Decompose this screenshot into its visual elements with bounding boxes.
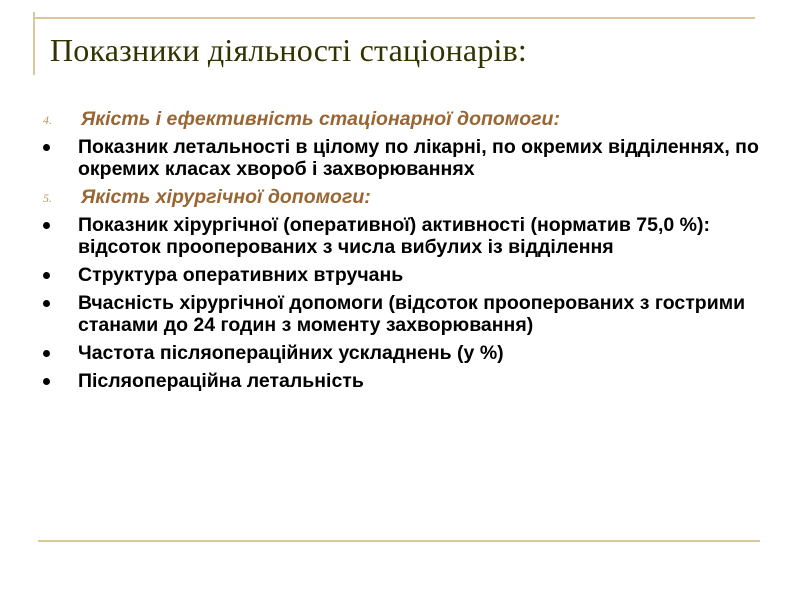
- list-item-bullet: [40, 264, 775, 286]
- list-item-text: Вчасність хірургічної допомоги (відсоток прооперованих з гострими станами до 24 годин з моменту захворювання): [78, 292, 746, 336]
- bullet-dot-icon: [43, 272, 50, 279]
- bullet-dot-icon: [43, 144, 50, 151]
- list-item-text: Структура оперативних втручань: [78, 264, 404, 286]
- list-number: 5.: [43, 191, 52, 205]
- list-item-bullet: [40, 136, 775, 180]
- slide-title: Показники діяльності стаціонарів:: [50, 32, 528, 68]
- bullet-dot-icon: [43, 300, 50, 307]
- list-item-bullet: [40, 370, 775, 392]
- list-item-text: Показник хірургічної (оперативної) активності (норматив 75,0 %): відсоток прооперованих з числа вибулих із відділення: [78, 214, 710, 258]
- section-heading: Якість і ефективність стаціонарної допомоги:: [81, 108, 560, 130]
- list-item-text: Частота післяопераційних ускладнень (у %): [78, 342, 504, 364]
- bullet-dot-icon: [43, 222, 50, 229]
- frame-left-line: [33, 12, 35, 75]
- frame-bottom-line: [38, 540, 760, 542]
- frame-top-line: [33, 17, 755, 19]
- list-item-numbered: [40, 108, 775, 130]
- list-item-bullet: [40, 292, 775, 336]
- list-item-bullet: [40, 214, 775, 258]
- list-item-text: Післяопераційна летальність: [78, 370, 364, 392]
- list-item-numbered: [40, 186, 775, 208]
- list-item-bullet: [40, 342, 775, 364]
- bullet-dot-icon: [43, 378, 50, 385]
- list-number: 4.: [43, 113, 52, 127]
- slide-content: [40, 108, 775, 398]
- section-heading: Якість хірургічної допомоги:: [81, 186, 371, 208]
- list-item-text: Показник летальності в цілому по лікарні, по окремих відділеннях, по окремих класах хвороб і захворюваннях: [78, 136, 759, 180]
- bullet-dot-icon: [43, 350, 50, 357]
